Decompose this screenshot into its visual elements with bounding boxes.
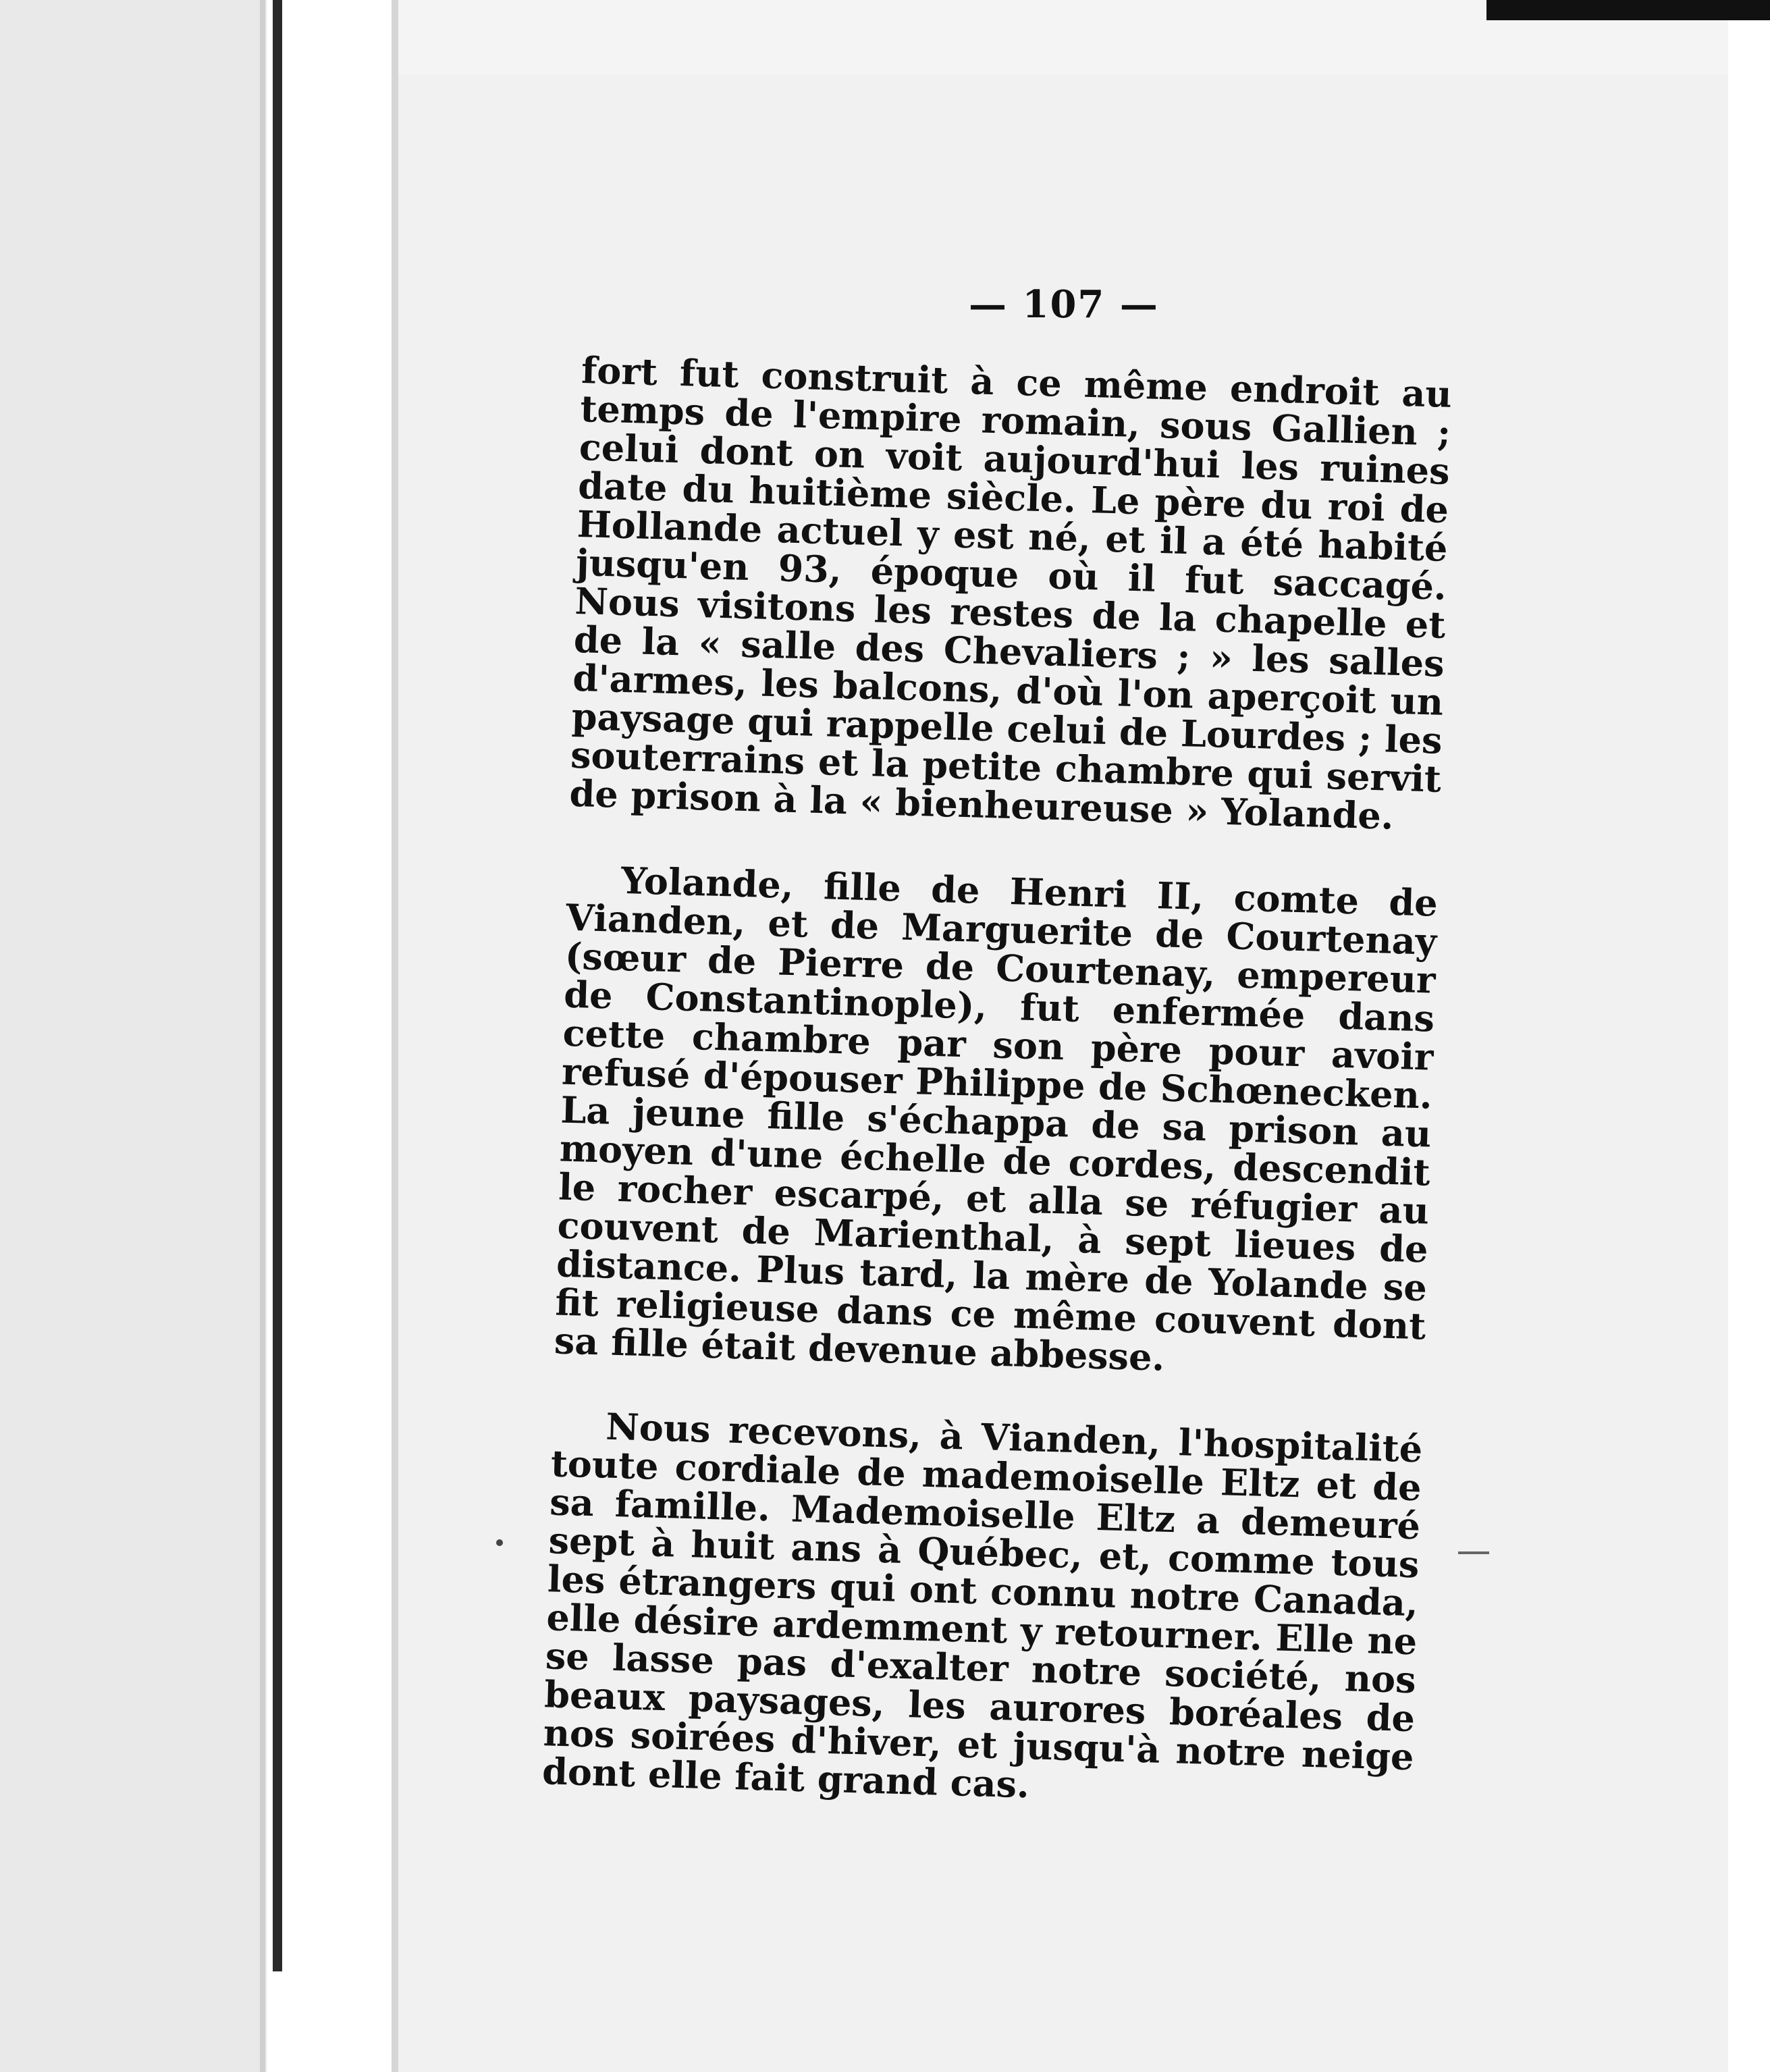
scan-dash-mark bbox=[1458, 1551, 1489, 1554]
facing-page-edge bbox=[260, 0, 265, 2072]
paragraph-3: Nous recevons, à Vianden, l'hospitalité toute cordiale de mademoiselle Eltz et de sa famille. Mademoiselle Eltz a demeuré sept à huit ans à Québec, et, comme tous les étrangers qui ont connu notre Canada, elle désire ardemment y retourner. Elle ne se lasse pas d'exalter notre société, nos beaux paysages, les aurores boréales de nos soirées d'hiver, et jusqu'à notre neige dont elle fait grand cas. bbox=[541, 1404, 1423, 1807]
scan-speck bbox=[496, 1539, 503, 1546]
facing-page-margin bbox=[0, 0, 267, 2072]
scan-border-right bbox=[1728, 20, 1770, 2072]
gutter-edge bbox=[392, 0, 398, 2072]
page-body bbox=[541, 348, 1453, 1815]
book-binding bbox=[273, 0, 282, 1971]
paragraph-1: fort fut construit à ce même endroit au temps de l'empire romain, sous Gallien ; celui dont on voit aujourd'hui les ruines date du huitième siècle. Le père du roi de Hollande actuel y est né, et il a été habité jusqu'en 93, époque où il fut saccagé. Nous visitons les restes de la chapelle et de la « salle des Chevaliers ; » les salles d'armes, les balcons, d'où l'on aperçoit un paysage qui rappelle celui de Lourdes ; les souterrains et la petite chambre qui servit de prison à la « bienheureuse » Yolande. bbox=[568, 348, 1453, 838]
page-gutter bbox=[282, 0, 397, 2072]
scan-border-top bbox=[1486, 0, 1770, 20]
paragraph-2: Yolande, fille de Henri II, comte de Vianden, et de Marguerite de Courtenay (sœur de Pierre de Courtenay, empereur de Constantinople), fut enfermée dans cette chambre par son père pour avoir refusé d'épouser Philippe de Schœnecken. La jeune fille s'échappa de sa prison au moyen d'une échelle de cordes, descendit le rocher escarpé, et alla se réfugier au couvent de Marienthal, à sept lieues de distance. Plus tard, la mère de Yolande se fit religieuse dans ce même couvent dont sa fille était devenue abbesse. bbox=[554, 858, 1439, 1379]
page-number: — 107 — bbox=[969, 282, 1159, 327]
